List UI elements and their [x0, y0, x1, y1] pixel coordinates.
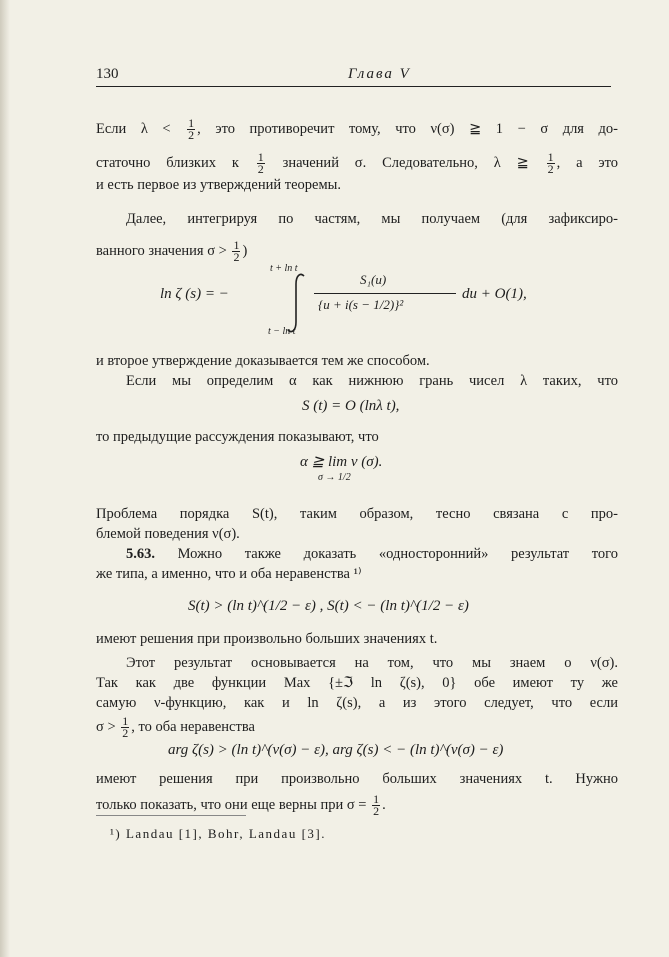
- section-5-63-line-1: 5.63. Можно также доказать «односторонний» результат того: [126, 546, 618, 562]
- page-header: [96, 66, 606, 90]
- text-line-13: имеют решения при произвольно больших значениях t.: [96, 631, 438, 647]
- text-line-8: то предыдущие рассуждения показывают, что: [96, 429, 379, 445]
- text-line-19: только показать, что они еще верны при σ = $\frac{1}{2}$ .: [96, 792, 386, 818]
- integrand-denominator: {u + i(s − 1/2)}²: [318, 297, 404, 312]
- text-line-2: статочно близких к $\frac{1}{2}$ значений σ. Следовательно, λ ≧ $\frac{1}{2}$ , а это: [96, 150, 618, 176]
- text-line-6: и второе утверждение доказывается тем же способом.: [96, 353, 430, 369]
- text-line-9: Проблема порядка S(t), таким образом, тесно связана с про-: [96, 506, 618, 522]
- order-formula: S (t) = O (lnλ t),: [302, 398, 400, 414]
- text-line-15: Так как две функции Max {±ℑ ln ζ(s), 0} обе имеют ту же: [96, 675, 618, 691]
- text-line-1: Если λ < $\frac{1}{2}$ , это противоречит тому, что ν(σ) ≧ 1 − σ для до-: [96, 116, 618, 142]
- text-line-16: самую ν-функцию, как и ln ζ(s), а из этого следует, что если: [96, 695, 618, 711]
- integral-tail: du + O(1),: [462, 286, 527, 302]
- arg-inequality-pair: arg ζ(s) > (ln t)^(ν(σ) − ε), arg ζ(s) < − (ln t)^(ν(σ) − ε): [168, 742, 504, 758]
- liminf-subscript: σ → 1/2: [318, 472, 351, 483]
- text-line-5: ванного значения σ > $\frac{1}{2}$ ): [96, 238, 248, 264]
- footnote: ¹) Landau [1], Bohr, Landau [3].: [110, 826, 326, 841]
- text-line-4: Далее, интегрируя по частям, мы получаем (для зафиксиро-: [126, 211, 618, 227]
- integral-lhs: ln ζ (s) = −: [160, 286, 229, 302]
- header-rule: [96, 86, 611, 87]
- page-number: 130: [96, 66, 119, 82]
- integral-upper-limit: t + ln t: [270, 263, 298, 274]
- text-line-18: имеют решения при произвольно больших значениях t. Нужно: [96, 771, 618, 787]
- footnote-rule: [96, 815, 246, 816]
- inequality-pair: S(t) > (ln t)^(1/2 − ε) , S(t) < − (ln t)^(1/2 − ε): [188, 598, 469, 614]
- text-line-10: блемой поведения ν(σ).: [96, 526, 240, 542]
- liminf-formula: α ≧ lim ν (σ).: [300, 454, 383, 470]
- page-edge-shadow: [0, 0, 10, 957]
- integrand-fraction-bar: [314, 293, 456, 294]
- text-line-12: же типа, а именно, что и оба неравенства ¹⁾: [96, 566, 362, 582]
- text-line-17: σ > $\frac{1}{2}$ , то оба неравенства: [96, 714, 255, 740]
- text-line-7: Если мы определим α как нижнюю грань чисел λ таких, что: [126, 373, 618, 389]
- integrand-numerator: S₁(u): [360, 272, 387, 287]
- text-line-3: и есть первое из утверждений теоремы.: [96, 177, 342, 193]
- integral-sign: [282, 272, 312, 334]
- integral-lower-limit: t − ln t: [268, 326, 296, 337]
- chapter-title: Глава V: [348, 66, 411, 82]
- text-line-14: Этот результат основывается на том, что мы знаем о ν(σ).: [126, 655, 618, 671]
